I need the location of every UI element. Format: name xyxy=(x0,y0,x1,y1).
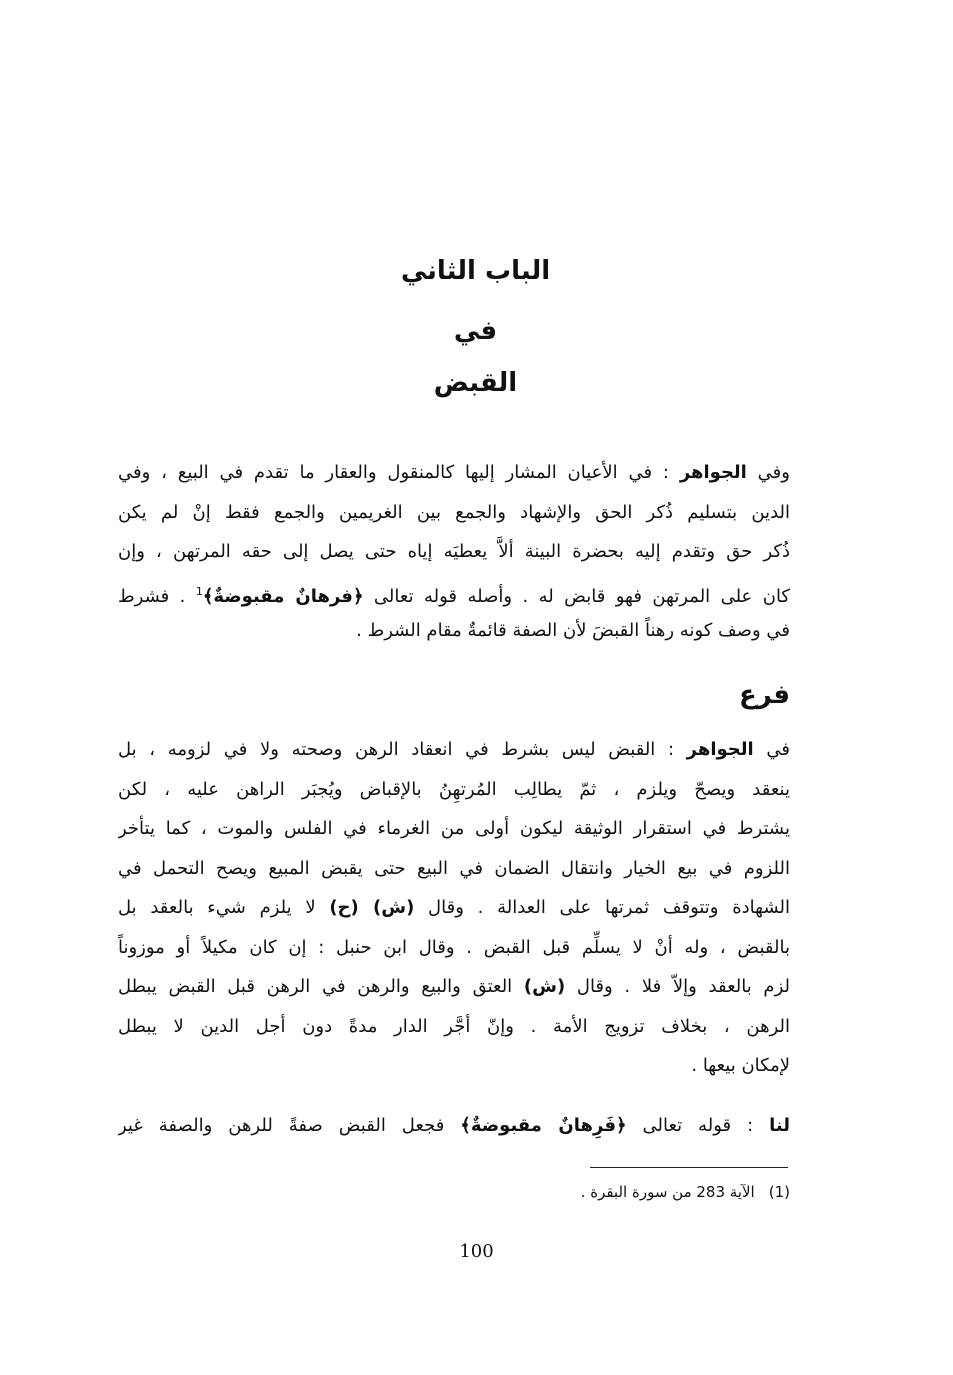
text-line: بالقبض ، وله أنْ لا يسلِّم قبل القبض . وقال ابن حنبل : إن كان مكيلاً أو موزوناً xyxy=(118,936,790,958)
text-line xyxy=(118,572,790,612)
text-run: فجعل القبض صفةً للرهن والصفة غير xyxy=(118,1115,461,1136)
text-line: الرهن ، بخلاف تزويج الأمة . وإنّ أجَّر الدار مدةً دون أجل الدين لا يبطل xyxy=(118,1015,790,1037)
text-run: : في الأعيان المشار إليها كالمنقول والعقار ما تقدم في البيع ، وفي xyxy=(118,462,680,483)
text-run: لا يلزم شيء بالعقد بل xyxy=(118,897,330,918)
text-run: . فشرط xyxy=(118,585,196,607)
text-line: يشترط في استقرار الوثيقة ليكون أولى من الغرماء في الفلس والموت ، كما يتأخر xyxy=(118,818,790,839)
paragraph-far xyxy=(118,730,790,1086)
footnote-number: (1) xyxy=(768,1183,790,1201)
quran-quote: ﴿فرهانٌ مقبوضةٌ﴾ xyxy=(202,585,364,607)
section-subheading: فرع xyxy=(739,680,790,710)
abbrev-shafii: (ش) xyxy=(373,897,415,918)
chapter-title: الباب الثاني xyxy=(400,256,551,286)
text-line xyxy=(118,967,790,1007)
text-line xyxy=(118,888,790,928)
text-line: ذُكر حق وتقدم إليه بحضرة البينة ألاَّ يعطيَه إياه حتى يصل إلى حقه المرتهن ، وإن xyxy=(118,541,790,562)
abbrev-hanafi: (ح) xyxy=(329,897,374,918)
text-lead: وفي xyxy=(746,462,790,483)
text-line: الدين بتسليم ذُكر الحق والإشهاد والجمع بين الغريمين والجمع فقط إنْ لم يكن xyxy=(118,501,790,523)
chapter-title-preposition: في xyxy=(453,316,498,346)
footnote-divider xyxy=(590,1167,788,1168)
text-run: : القبض ليس بشرط في انعقاد الرهن وصحته ولا في لزومه ، بل xyxy=(118,739,687,760)
text-line: اللزوم في بيع الخيار وانتقال الضمان في البيع حتى يقبض المبيع ويصح التحمل في xyxy=(118,857,790,879)
source-name: الجواهر xyxy=(679,462,747,483)
footnote-ref[interactable]: 1 xyxy=(195,584,203,598)
quran-quote: ﴿فَرِهانٌ مقبوضةٌ﴾ xyxy=(460,1115,627,1136)
chapter-subject: القبض xyxy=(433,368,518,398)
text-line: في وصف كونه رهناً القبضَ لأن الصفة قائمةٌ مقام الشرط . xyxy=(356,620,790,641)
abbrev-shafii: (ش) xyxy=(523,976,566,997)
paragraph-lana xyxy=(118,1106,790,1146)
text-lead: في xyxy=(753,739,790,760)
paragraph-jawahir-intro xyxy=(118,453,790,651)
text-line xyxy=(118,730,790,770)
text-line xyxy=(118,1106,790,1146)
argument-lead: لنا xyxy=(769,1115,790,1136)
text-run: الشهادة وتتوقف ثمرتها على العدالة . وقال xyxy=(414,897,790,918)
text-line xyxy=(118,453,790,493)
footnote xyxy=(581,1183,790,1201)
text-run: كان على المرتهن فهو قابض له . وأصله قوله تعالى xyxy=(363,585,790,607)
page-number: 100 xyxy=(459,1241,494,1262)
text-run: لزم بالعقد وإلاّ فلا . وقال xyxy=(565,976,790,997)
text-run: : قوله تعالى xyxy=(626,1115,770,1136)
text-run: العتق والبيع والرهن في الرهن قبل القبض يبطل xyxy=(118,976,524,997)
text-line: لإمكان بيعها . xyxy=(691,1055,790,1076)
source-name: الجواهر xyxy=(686,739,754,760)
text-line: ينعقد ويصحّ ويلزم ، ثمّ يطالِب المُرتهِنُ بالإقباض ويُجبَر الراهن عليه ، لكن xyxy=(118,778,790,800)
footnote-text: الآية 283 من سورة البقرة . xyxy=(580,1183,755,1201)
